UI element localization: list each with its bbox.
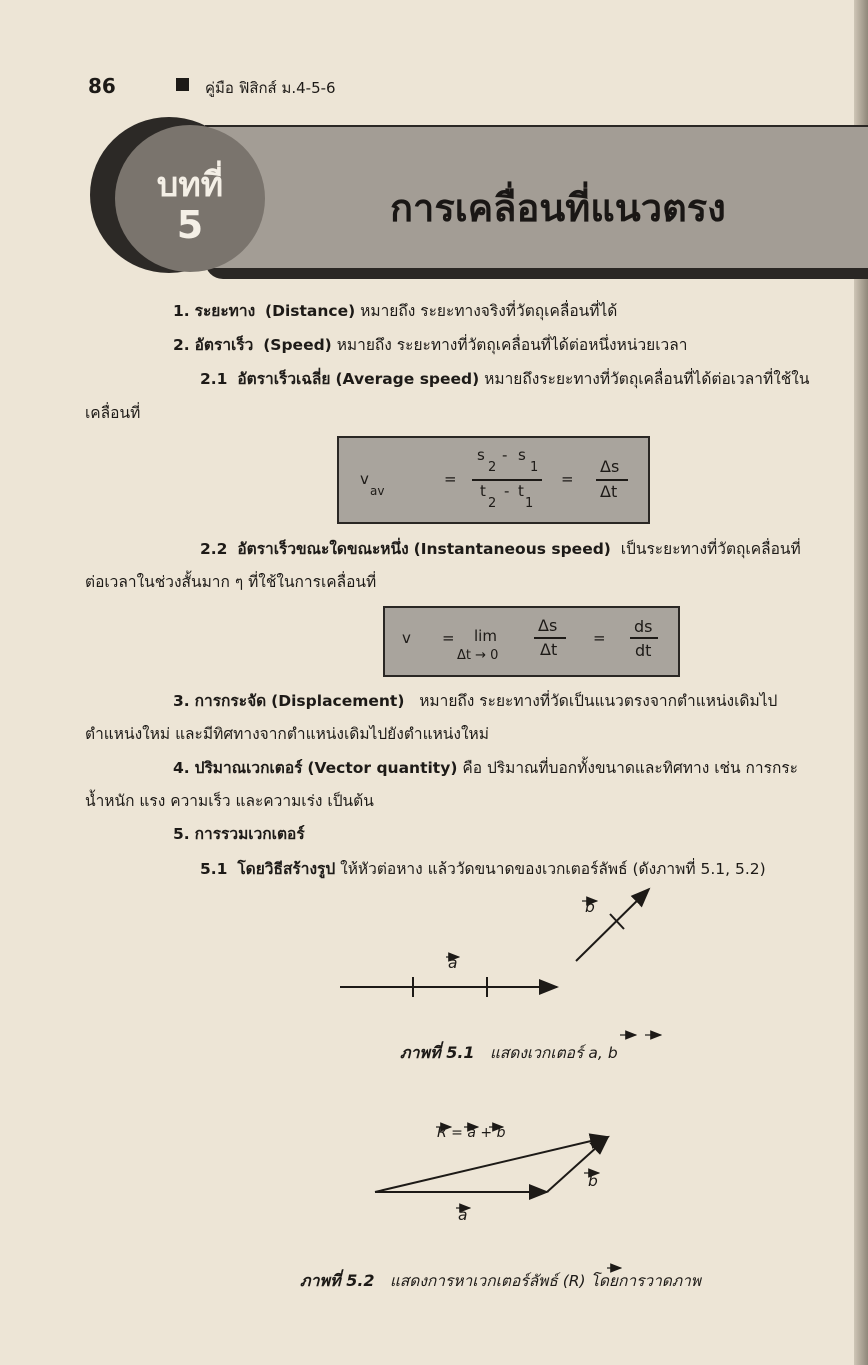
f1-t1: t <box>518 482 524 500</box>
item-2-english: (Speed) <box>263 336 332 354</box>
f2-lhs: v <box>402 629 411 647</box>
item-2-1-continuation: เคลื่อนที่ <box>85 404 141 422</box>
item-2-1-term: อัตราเร็วเฉลี่ย <box>237 370 331 388</box>
f2-lim-sub: Δt → 0 <box>457 648 499 663</box>
item-2-1-number: 2.1 <box>200 370 228 388</box>
item-4-definition: คือ ปริมาณที่บอกทั้งขนาดและทิศทาง เช่น การกระ <box>462 759 798 777</box>
fig2-label-b: b <box>588 1172 598 1190</box>
fig2-caption-prefix: ภาพที่ 5.2 <box>300 1271 375 1290</box>
f1-t2: t <box>480 482 486 500</box>
f2-equals: = <box>442 629 455 647</box>
item-4-continuation: น้ำหนัก แรง ความเร็ว และความเร่ง เป็นต้น <box>85 792 374 810</box>
f1-delta-t: Δt <box>600 482 618 501</box>
f1-t1-sub: 1 <box>525 496 534 511</box>
chapter-title: การเคลื่อนที่แนวตรง <box>390 186 726 230</box>
f2-equals-2: = <box>593 629 606 647</box>
item-2-2-number: 2.2 <box>200 540 228 558</box>
item-3-number: 3. <box>173 692 190 710</box>
item-4-term: ปริมาณเวกเตอร์ <box>194 759 303 777</box>
item-3-continuation: ตำแหน่งใหม่ และมีทิศทางจากตำแหน่งเดิมไปยังตำแหน่งใหม่ <box>85 725 489 743</box>
item-2-1-english: (Average speed) <box>335 370 480 388</box>
f1-s1-sub: 1 <box>530 460 539 475</box>
item-5-1-term: โดยวิธีสร้างรูป <box>237 860 336 878</box>
fig2-caption-text: แสดงการหาเวกเตอร์ลัพธ์ (R) โดยการวาดภาพ <box>389 1272 702 1290</box>
figure-5-2-caption <box>300 1268 701 1294</box>
item-5-number: 5. <box>173 825 190 843</box>
chapter-number: 5 <box>176 203 204 247</box>
item-5-1-definition: ให้หัวต่อหาง แล้ววัดขนาดของเวกเตอร์ลัพธ์ (ดังภาพที่ 5.1, 5.2) <box>340 860 766 878</box>
f1-lhs: v <box>360 470 369 488</box>
f1-equals-2: = <box>561 470 574 488</box>
f1-minus-bottom: - <box>504 482 510 500</box>
item-4-number: 4. <box>173 759 190 777</box>
fig1-caption-a: a, <box>588 1044 603 1062</box>
item-2-definition: หมายถึง ระยะทางที่วัตถุเคลื่อนที่ได้ต่อหนึ่งหน่วยเวลา <box>336 336 688 354</box>
item-5-term: การรวมเวกเตอร์ <box>194 825 305 843</box>
f1-s2-sub: 2 <box>488 460 497 475</box>
f2-lim: lim <box>474 627 497 645</box>
fig1-label-b: b <box>585 898 595 916</box>
f1-s2: s <box>477 446 485 464</box>
item-1-definition: หมายถึง ระยะทางจริงที่วัตถุเคลื่อนที่ได้ <box>360 302 618 320</box>
item-3-definition: หมายถึง ระยะทางที่วัดเป็นแนวตรงจากตำแหน่งเดิมไป <box>419 692 778 710</box>
item-2-1-definition: หมายถึงระยะทางที่วัตถุเคลื่อนที่ได้ต่อเวลาที่ใช้ใน <box>484 370 810 388</box>
f1-delta-s: Δs <box>600 457 620 476</box>
figure-5-1-caption <box>400 1040 618 1066</box>
fig2-label-a: a <box>458 1206 468 1224</box>
f1-lhs-sub: av <box>370 484 385 498</box>
fig1-caption-prefix: ภาพที่ 5.1 <box>400 1043 475 1062</box>
item-1-number: 1. <box>173 302 190 320</box>
fig1-caption-b: b <box>607 1044 618 1062</box>
f1-s1: s <box>518 446 526 464</box>
resultant-R-line <box>375 1137 608 1192</box>
f1-minus-top: - <box>502 446 508 464</box>
f2-delta-t: Δt <box>540 640 558 659</box>
f2-ds: ds <box>634 617 653 636</box>
f1-t2-sub: 2 <box>488 496 497 511</box>
item-2-2-definition: เป็นระยะทางที่วัตถุเคลื่อนที่ <box>620 540 801 558</box>
page-number: 86 <box>88 74 116 98</box>
item-2-term: อัตราเร็ว <box>194 336 254 354</box>
book-title: คู่มือ ฟิสิกส์ ม.4-5-6 <box>205 79 336 97</box>
fig2-label-R-sum: R = a + b <box>437 1125 506 1141</box>
chapter-label: บทที่ <box>156 165 224 205</box>
item-1-english: (Distance) <box>265 302 356 320</box>
item-2-2-english: (Instantaneous speed) <box>413 540 611 558</box>
item-5-1-number: 5.1 <box>200 860 228 878</box>
item-2-2-term: อัตราเร็วขณะใดขณะหนึ่ง <box>237 540 409 558</box>
f2-delta-s: Δs <box>538 616 558 635</box>
item-2-2-continuation: ต่อเวลาในช่วงสั้นมาก ๆ ที่ใช้ในการเคลื่อนที่ <box>85 573 377 591</box>
item-3-term: การกระจัด <box>194 692 267 710</box>
item-3-english: (Displacement) <box>271 692 405 710</box>
f1-equals: = <box>444 470 457 488</box>
f2-dt: dt <box>635 641 652 660</box>
fig1-label-a: a <box>448 954 458 972</box>
item-4-english: (Vector quantity) <box>307 759 458 777</box>
fig1-caption-text: แสดงเวกเตอร์ <box>489 1044 584 1062</box>
item-2-number: 2. <box>173 336 190 354</box>
vector-b2-line <box>547 1137 608 1192</box>
item-1-term: ระยะทาง <box>194 302 256 320</box>
